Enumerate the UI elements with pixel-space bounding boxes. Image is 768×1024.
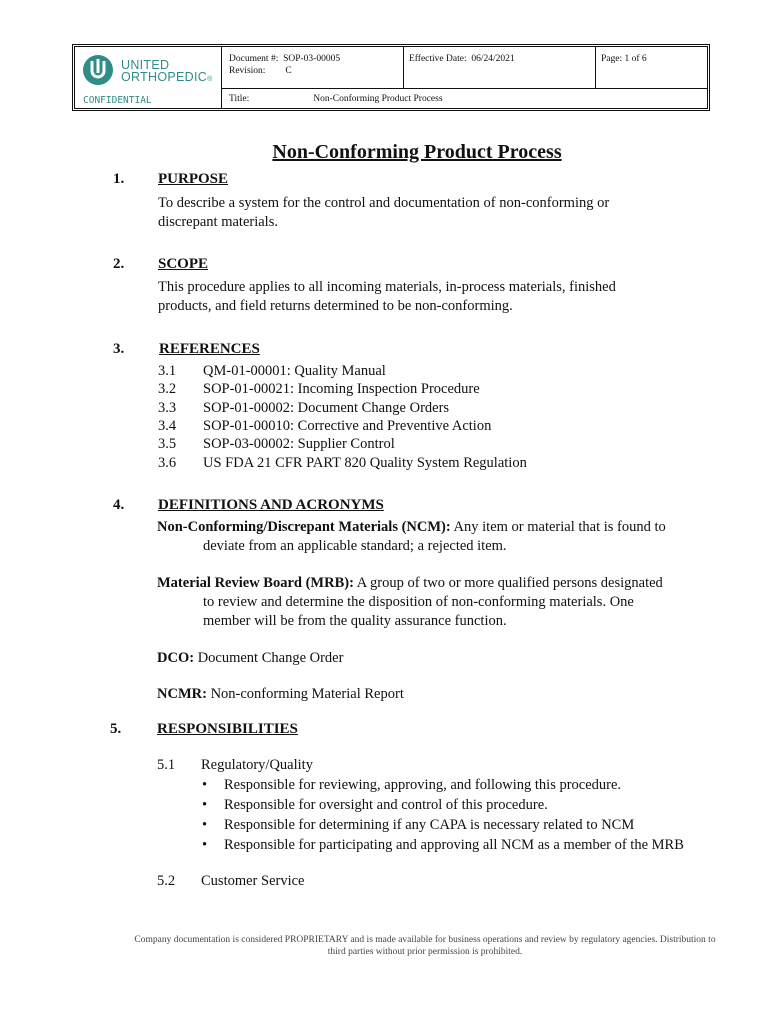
section-number: 2. xyxy=(113,256,125,272)
definition-ncmr: NCMR: Non-conforming Material Report xyxy=(157,686,404,702)
list-item: • Responsible for determining if any CAPA is necessary related to NCM xyxy=(202,817,635,833)
subsection-regulatory-quality: 5.1 Regulatory/Quality xyxy=(157,757,313,773)
page-number: Page: 1 of 6 xyxy=(601,54,647,64)
reference-item: 3.4 SOP-01-00010: Corrective and Preventive Action xyxy=(158,418,492,434)
document-number: Document #: SOP-03-00005 xyxy=(229,54,341,64)
reference-item: 3.3 SOP-01-00002: Document Change Orders xyxy=(158,400,450,416)
list-item: • Responsible for participating and approving all NCM as a member of the MRB xyxy=(202,837,684,853)
page-title: Non-Conforming Product Process xyxy=(272,141,562,163)
section-number: 3. xyxy=(113,341,125,357)
page-footer: Company documentation is considered PROPRIETARY and is made available for business operations and review by regulatory agencies. Distribution to third parties without prior permission is prohibited. xyxy=(134,935,716,957)
logo-registered: ® xyxy=(207,76,213,83)
section-heading-responsibilities: RESPONSIBILITIES xyxy=(157,721,298,737)
section-number: 4. xyxy=(113,497,125,513)
revision: Revision: C xyxy=(229,66,292,76)
section-heading-definitions: DEFINITIONS AND ACRONYMS xyxy=(158,497,384,513)
logo-mark-icon xyxy=(83,53,115,87)
reference-item: 3.5 SOP-03-00002: Supplier Control xyxy=(158,436,395,452)
logo-line2: ORTHOPEDIC xyxy=(121,70,208,84)
definition-mrb: Material Review Board (MRB): A group of two or more qualified persons designated to review and determine the disposition of non-conforming materials. One member will be from the quality assurance function. xyxy=(157,575,663,629)
effective-date: Effective Date: 06/24/2021 xyxy=(409,54,515,64)
section-number: 5. xyxy=(110,721,122,737)
logo-line1: UNITED xyxy=(121,58,170,72)
definition-ncm: Non-Conforming/Discrepant Materials (NCM): Any item or material that is found to deviate from an applicable standard; a rejected item. xyxy=(157,519,666,554)
section-heading-purpose: PURPOSE xyxy=(158,171,229,187)
section-heading-scope: SCOPE xyxy=(158,256,209,272)
company-logo xyxy=(83,53,223,89)
purpose-text: To describe a system for the control and documentation of non-conforming or discrepant materials. xyxy=(158,195,610,230)
definition-dco: DCO: Document Change Order xyxy=(157,650,344,666)
section-heading-references: REFERENCES xyxy=(159,341,260,357)
list-item: • Responsible for reviewing, approving, and following this procedure. xyxy=(202,777,622,793)
subsection-customer-service: 5.2 Customer Service xyxy=(157,873,305,889)
document-header xyxy=(72,44,710,111)
section-number: 1. xyxy=(113,171,125,187)
reference-item: 3.1 QM-01-00001: Quality Manual xyxy=(158,363,386,379)
header-title: Title: Non-Conforming Product Process xyxy=(229,94,443,104)
list-item: • Responsible for oversight and control of this procedure. xyxy=(202,797,548,813)
scope-text: This procedure applies to all incoming materials, in-process materials, finished products, and field returns determined to be non-conforming. xyxy=(158,279,616,314)
reference-item: 3.6 US FDA 21 CFR PART 820 Quality System Regulation xyxy=(158,455,527,471)
reference-item: 3.2 SOP-01-00021: Incoming Inspection Procedure xyxy=(158,381,480,397)
confidential-label: CONFIDENTIAL xyxy=(83,95,152,106)
